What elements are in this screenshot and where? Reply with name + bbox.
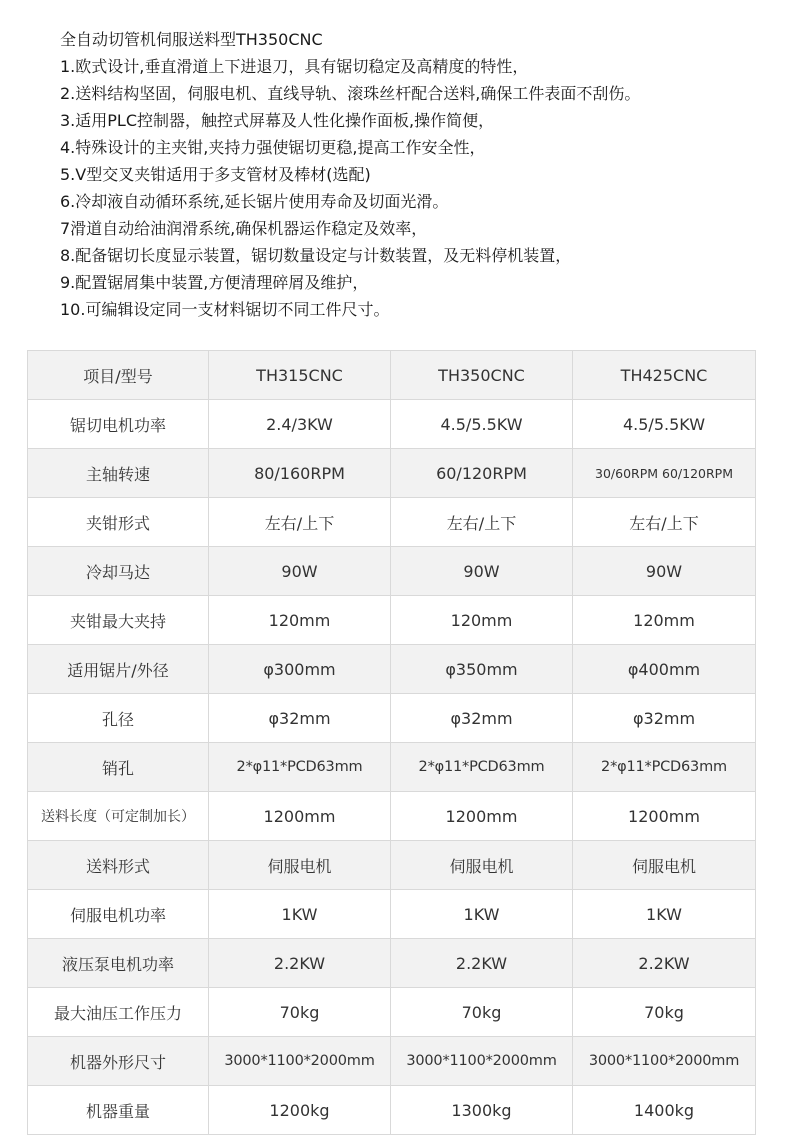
table-cell: 90W <box>209 547 391 596</box>
table-row <box>28 498 756 547</box>
table-cell: 120mm <box>391 596 573 645</box>
table-row <box>28 547 756 596</box>
row-label: 机器重量 <box>28 1086 209 1135</box>
table-cell: 伺服电机 <box>209 841 391 890</box>
row-label: 伺服电机功率 <box>28 890 209 939</box>
table-row <box>28 939 756 988</box>
row-label: 冷却马达 <box>28 547 209 596</box>
feature-item: 10.可编辑设定同一支材料锯切不同工件尺寸。 <box>60 300 390 319</box>
table-cell: 1200mm <box>391 792 573 841</box>
row-label: 夹钳最大夹持 <box>28 596 209 645</box>
table-cell: 伺服电机 <box>391 841 573 890</box>
row-label: 适用锯片/外径 <box>28 645 209 694</box>
table-row <box>28 645 756 694</box>
table-cell: 4.5/5.5KW <box>573 400 756 449</box>
table-cell: 伺服电机 <box>573 841 756 890</box>
row-label: 送料长度（可定制加长） <box>28 792 209 841</box>
table-cell: 70kg <box>391 988 573 1037</box>
table-cell: 1KW <box>391 890 573 939</box>
table-cell: 1KW <box>209 890 391 939</box>
spec-table <box>27 350 756 1135</box>
feature-list <box>60 26 780 323</box>
table-cell: 1400kg <box>573 1086 756 1135</box>
row-label: 锯切电机功率 <box>28 400 209 449</box>
table-row <box>28 841 756 890</box>
table-cell: φ32mm <box>391 694 573 743</box>
feature-item: 5.V型交叉夹钳适用于多支管材及棒材(选配) <box>60 165 371 184</box>
table-cell: φ32mm <box>573 694 756 743</box>
table-cell: 2*φ11*PCD63mm <box>391 743 573 792</box>
table-cell: 4.5/5.5KW <box>391 400 573 449</box>
table-row <box>28 792 756 841</box>
table-row <box>28 1086 756 1135</box>
table-cell: φ350mm <box>391 645 573 694</box>
table-cell: 120mm <box>573 596 756 645</box>
table-cell: φ32mm <box>209 694 391 743</box>
table-cell: 左右/上下 <box>391 498 573 547</box>
table-cell: 70kg <box>573 988 756 1037</box>
table-row <box>28 1037 756 1086</box>
table-cell: 70kg <box>209 988 391 1037</box>
table-cell: φ300mm <box>209 645 391 694</box>
product-title: 全自动切管机伺服送料型TH350CNC <box>60 30 323 49</box>
table-cell: 2.2KW <box>573 939 756 988</box>
table-row <box>28 694 756 743</box>
table-cell: 90W <box>573 547 756 596</box>
table-row <box>28 596 756 645</box>
header-cell-model: TH315CNC <box>209 351 391 400</box>
table-row <box>28 743 756 792</box>
table-cell: 1200mm <box>573 792 756 841</box>
table-cell: 2.2KW <box>209 939 391 988</box>
table-cell: 2*φ11*PCD63mm <box>209 743 391 792</box>
header-cell-model: TH425CNC <box>573 351 756 400</box>
feature-item: 4.特殊设计的主夹钳,夹持力强使锯切更稳,提高工作安全性， <box>60 138 486 157</box>
table-cell: 1200mm <box>209 792 391 841</box>
feature-item: 2.送料结构坚固，伺服电机、直线导轨、滚珠丝杆配合送料,确保工件表面不刮伤。 <box>60 84 641 103</box>
table-row <box>28 988 756 1037</box>
row-label: 液压泵电机功率 <box>28 939 209 988</box>
feature-item: 6.冷却液自动循环系统,延长锯片使用寿命及切面光滑。 <box>60 192 449 211</box>
table-cell: 120mm <box>209 596 391 645</box>
table-cell: 30/60RPM 60/120RPM <box>573 449 756 498</box>
table-cell: 60/120RPM <box>391 449 573 498</box>
table-cell: 1200kg <box>209 1086 391 1135</box>
table-row <box>28 449 756 498</box>
row-label: 机器外形尺寸 <box>28 1037 209 1086</box>
table-cell: 3000*1100*2000mm <box>391 1037 573 1086</box>
row-label: 最大油压工作压力 <box>28 988 209 1037</box>
table-cell: 2*φ11*PCD63mm <box>573 743 756 792</box>
table-cell: 1KW <box>573 890 756 939</box>
row-label: 夹钳形式 <box>28 498 209 547</box>
row-label: 销孔 <box>28 743 209 792</box>
table-cell: 3000*1100*2000mm <box>209 1037 391 1086</box>
table-cell: φ400mm <box>573 645 756 694</box>
row-label: 送料形式 <box>28 841 209 890</box>
table-cell: 2.4/3KW <box>209 400 391 449</box>
feature-item: 3.适用PLC控制器，触控式屏幕及人性化操作面板,操作简便， <box>60 111 495 130</box>
feature-item: 7滑道自动给油润滑系统,确保机器运作稳定及效率， <box>60 219 428 238</box>
table-row <box>28 400 756 449</box>
feature-item: 8.配备锯切长度显示装置，锯切数量设定与计数装置，及无料停机装置， <box>60 246 572 265</box>
table-cell: 1300kg <box>391 1086 573 1135</box>
row-label: 主轴转速 <box>28 449 209 498</box>
table-cell: 3000*1100*2000mm <box>573 1037 756 1086</box>
table-cell: 90W <box>391 547 573 596</box>
table-cell: 左右/上下 <box>209 498 391 547</box>
table-cell: 80/160RPM <box>209 449 391 498</box>
row-label: 孔径 <box>28 694 209 743</box>
header-cell-model: TH350CNC <box>391 351 573 400</box>
header-cell-item: 项目/型号 <box>28 351 209 400</box>
feature-item: 1.欧式设计,垂直滑道上下进退刀，具有锯切稳定及高精度的特性， <box>60 57 529 76</box>
table-cell: 左右/上下 <box>573 498 756 547</box>
table-row <box>28 890 756 939</box>
table-cell: 2.2KW <box>391 939 573 988</box>
feature-item: 9.配置锯屑集中装置,方便清理碎屑及维护， <box>60 273 369 292</box>
table-header-row <box>28 351 756 400</box>
